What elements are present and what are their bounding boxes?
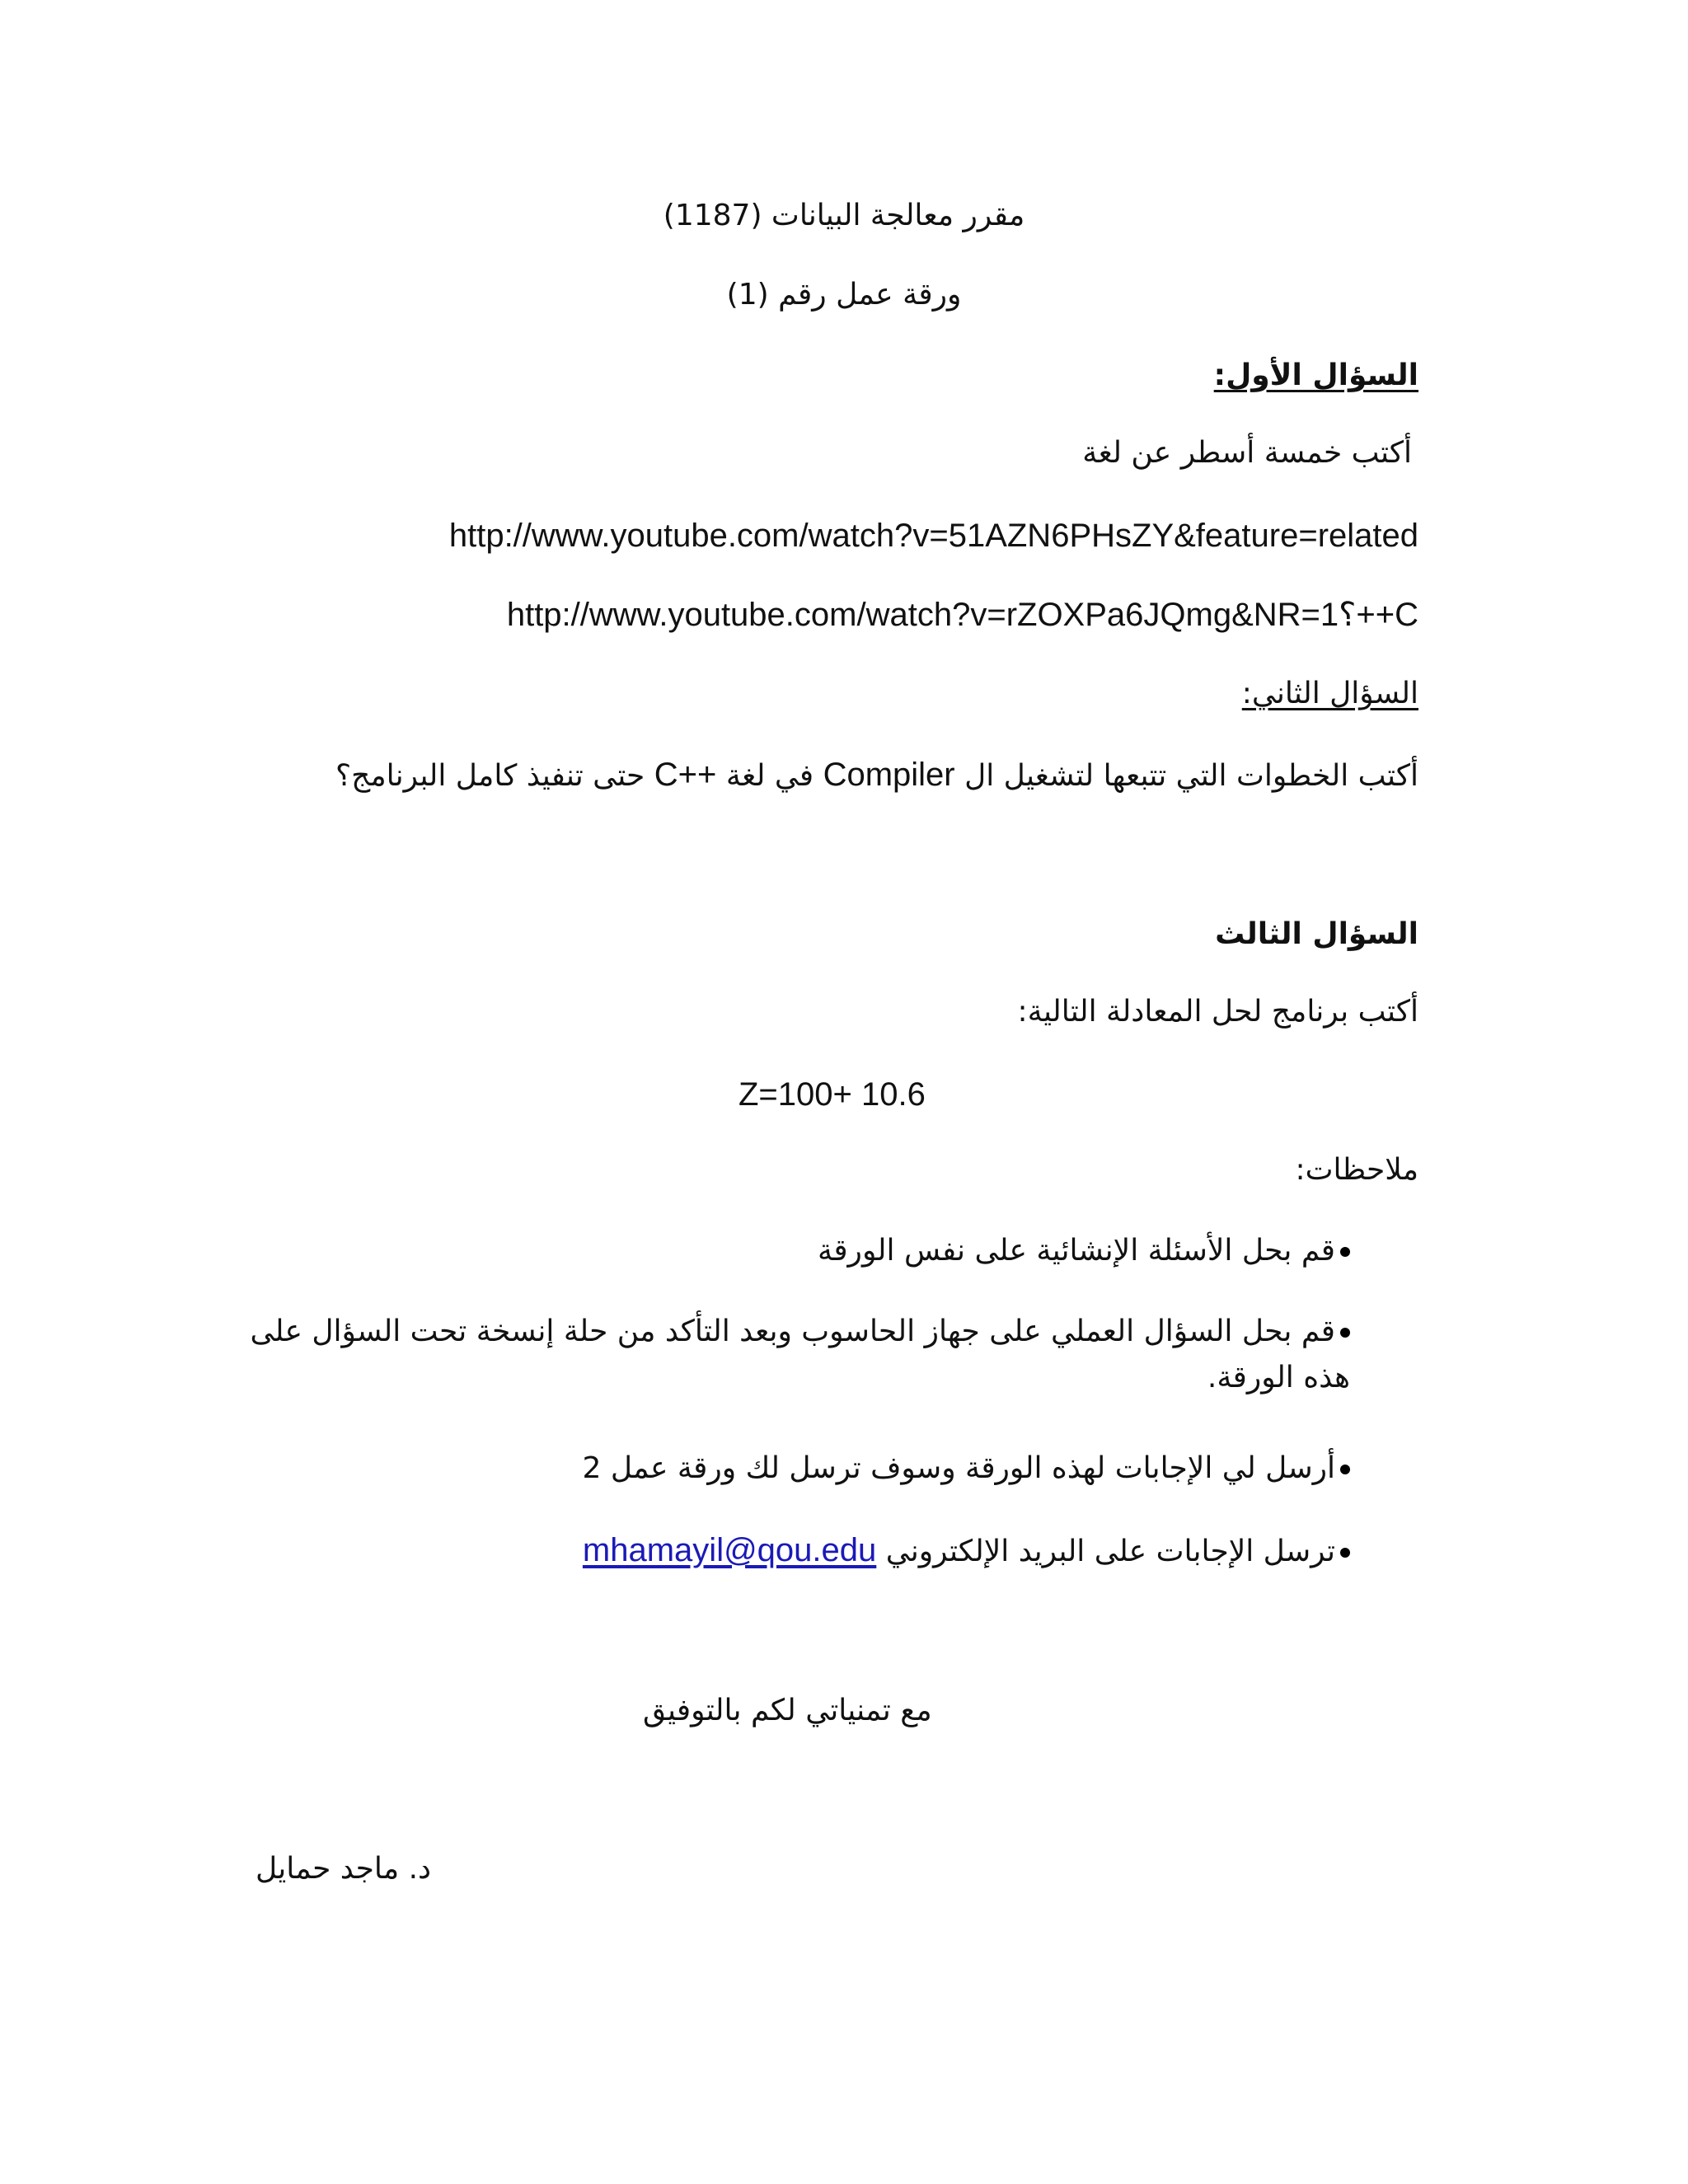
q2-language: C++ xyxy=(654,757,717,793)
email-link[interactable]: mhamayil@qou.edu xyxy=(582,1532,877,1568)
q2-text-part1: أكتب الخطوات التي تتبعها لتشغيل ال xyxy=(964,759,1418,793)
q2-text xyxy=(335,755,1418,794)
q3-equation: Z=100+ 10.6 xyxy=(738,1076,926,1113)
q1-link-2: http://www.youtube.com/watch?v=rZOXPa6JQmg&NR=1 xyxy=(506,597,1339,633)
notes-heading: ملاحظات: xyxy=(1295,1153,1418,1187)
q1-language: C++؟ xyxy=(1339,597,1418,633)
q1-prompt: أكتب خمسة أسطر عن لغة xyxy=(1082,436,1412,470)
note-item-1-text: قم بحل الأسئلة الإنشائية على نفس الورقة xyxy=(818,1234,1335,1268)
note-item-3-text: أرسل لي الإجابات لهذه الورقة وسوف ترسل لك ورقة عمل 2 xyxy=(582,1451,1335,1485)
note-item-4-text: ترسل الإجابات على البريد الإلكتروني xyxy=(885,1535,1335,1568)
note-item-1 xyxy=(818,1228,1350,1274)
closing-text: مع تمنياتي لكم بالتوفيق xyxy=(643,1694,932,1727)
q1-link-2-line xyxy=(507,595,1418,635)
note-item-4 xyxy=(583,1525,1350,1576)
bullet-icon xyxy=(1340,1548,1350,1558)
worksheet-title: ورقة عمل رقم (1) xyxy=(726,278,962,312)
note-item-2-text: قم بحل السؤال العملي على جهاز الحاسوب وبعد التأكد من حلة إنسخة تحت السؤال على هذه الورقة. xyxy=(250,1315,1350,1394)
q2-compiler: Compiler xyxy=(823,757,955,793)
bullet-icon xyxy=(1340,1465,1350,1474)
q1-heading: السؤال الأول: xyxy=(1213,359,1418,392)
q2-heading: السؤال الثاني: xyxy=(1241,677,1418,710)
q2-text-part2: في لغة xyxy=(725,759,814,793)
q1-link-1: http://www.youtube.com/watch?v=51AZN6PHsZY&feature=related xyxy=(448,518,1418,554)
q3-prompt: أكتب برنامج لحل المعادلة التالية: xyxy=(1017,995,1418,1029)
course-title: مقرر معالجة البيانات (1187) xyxy=(663,199,1025,232)
q3-heading: السؤال الثالث xyxy=(1215,917,1418,951)
note-item-2 xyxy=(229,1309,1350,1401)
q2-text-part3: حتى تنفيذ كامل البرنامج؟ xyxy=(335,759,645,793)
note-item-3 xyxy=(583,1446,1350,1492)
signature: د. ماجد حمايل xyxy=(256,1852,432,1886)
bullet-icon xyxy=(1340,1247,1350,1257)
bullet-icon xyxy=(1340,1328,1350,1338)
